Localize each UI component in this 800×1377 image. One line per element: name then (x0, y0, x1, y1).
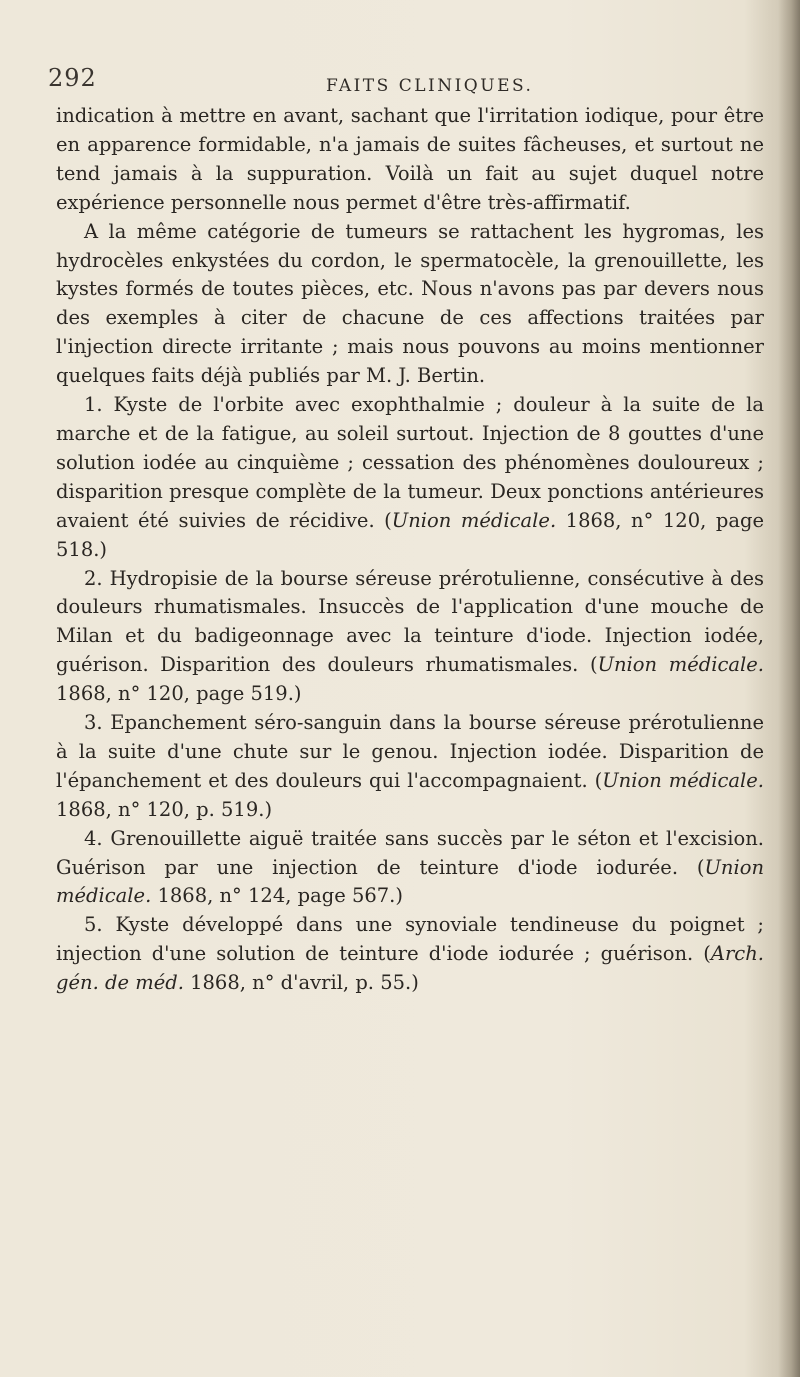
case-3 (56, 709, 764, 825)
case-text: 3. Epanchement séro-sanguin dans la bourse séreuse prérotulienne à la suite d'une chute sur le genou. Injection iodée. Disparition de l'épanchement et des douleurs qui l'accompagnaient. ( (56, 711, 764, 792)
case-2 (56, 565, 764, 710)
page-edge-shadow (778, 0, 800, 1377)
case-text: 1. Kyste de l'orbite avec exophthalmie ; douleur à la suite de la marche et de la fatigue, au soleil surtout. Injection de 8 gouttes d'une solution iodée au cinquième ; cessation des phénomènes douloureux ; disparition presque complète de la tumeur. Deux ponctions antérieures avaient été suivies de récidive. ( (56, 393, 764, 532)
case-reference: 1868, n° 124, page 567.) (151, 884, 403, 908)
case-text: 5. Kyste développé dans une synoviale tendineuse du poignet ; injection d'une solution de teinture d'iode iodurée ; guérison. ( (56, 913, 764, 966)
case-4 (56, 825, 764, 912)
case-citation: Union médicale. (391, 508, 557, 532)
case-citation: Union médicale. (56, 855, 764, 908)
paragraph-text: indication à mettre en avant, sachant que l'irritation iodique, pour être en apparence formidable, n'a jamais de suites fâcheuses, et surtout ne tend jamais à la suppuration. Voilà un fait au sujet duquel notre expérience personnelle nous permet d'être très-affirmatif. (56, 104, 764, 214)
paragraph-intro-continuation (56, 102, 764, 218)
case-citation: Union médicale. (597, 653, 764, 677)
case-reference: 1868, n° d'avril, p. 55.) (183, 971, 419, 995)
paragraph-tumor-category (56, 218, 764, 391)
case-citation: Arch. gén. de méd. (56, 942, 764, 995)
case-reference: 1868, n° 120, p. 519.) (56, 797, 273, 821)
page-number: 292 (48, 64, 97, 92)
body-text (56, 102, 764, 998)
case-5 (56, 911, 764, 998)
paragraph-text: A la même catégorie de tumeurs se rattachent les hygromas, les hydrocèles enkystées du cordon, le spermatocèle, la grenouillette, les kystes formés de toutes pièces, etc. Nous n'avons pas par devers nous des exemples à citer de chacune de ces affections traitées par l'injection directe irritante ; mais nous pouvons au moins mentionner quelques faits déjà publiés par M. J. Bertin. (56, 219, 764, 388)
case-text: 2. Hydropisie de la bourse séreuse prérotulienne, consécutive à des douleurs rhumatismales. Insuccès de l'application d'une mouche de Milan et du badigeonnage avec la teinture d'iode. Injection iodée, guérison. Disparition des douleurs rhumatismales. ( (56, 566, 764, 677)
case-reference: 1868, n° 120, page 518.) (56, 508, 764, 561)
running-head: FAITS CLINIQUES. (326, 76, 534, 96)
case-citation: Union médicale. (602, 768, 765, 792)
case-reference: 1868, n° 120, page 519.) (56, 682, 302, 706)
case-text: 4. Grenouillette aiguë traitée sans succès par le séton et l'excision. Guérison par une injection de teinture d'iode iodurée. ( (56, 826, 764, 879)
case-1 (56, 391, 764, 564)
